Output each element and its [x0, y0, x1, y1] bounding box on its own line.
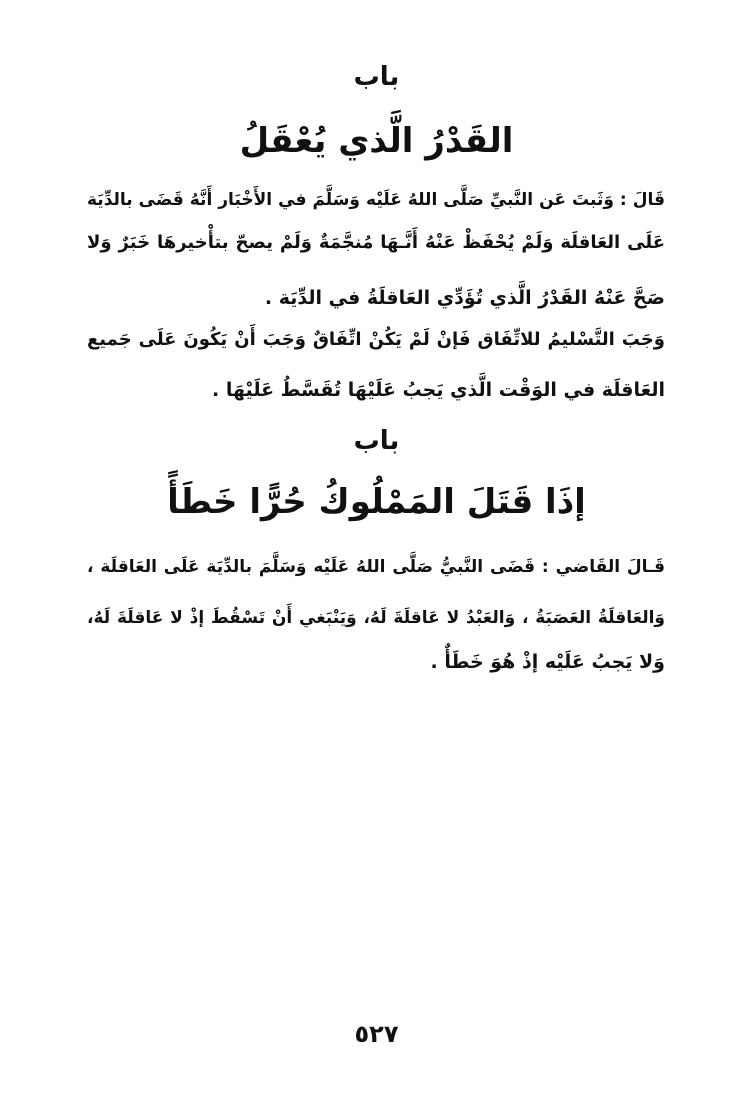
section-1-label: باب [353, 62, 400, 92]
section-2-title: إذَا قَتَلَ المَمْلُوكُ حُرًّا خَطَأً [167, 482, 586, 522]
section-2-line-2: وَالعَاقلَةُ العَصَبَةُ ، وَالعَبْدُ لا عَاقلَةَ لَهُ، وَيَنْبَغي أَنْ تَسْقُطَ إذْ لا عَاقلَةَ لَهُ، [87, 608, 665, 628]
section-1-line-5: العَاقلَة في الوَقْت الَّذي يَجبُ عَلَيْهَا تُقَسَّطُ عَلَيْهَا . [212, 379, 665, 401]
section-1-title: القَدْرُ الَّذي يُعْقَلُ [239, 121, 514, 161]
section-1-line-4: وَجَبَ التَّسْليمُ للاتِّفَاق فَإنْ لَمْ يَكُنْ اتِّفَاقٌ وَجَبَ أَنْ يَكُونَ عَلَى جَميع [87, 329, 665, 350]
page-number: ٥٢٧ [354, 1020, 399, 1048]
section-1-line-3: صَحَّ عَنْهُ القَدْرُ الَّذي تُؤَدِّي العَاقلَةُ في الدِّيَة . [264, 287, 665, 309]
section-2-line-1: قَـالَ القَاضي : قَضَى النَّبيُّ صَلَّى اللهُ عَلَيْه وَسَلَّمَ بالدِّيَة عَلَى العَاقلَة ، [87, 557, 665, 577]
section-2-line-3: وَلا يَجبُ عَلَيْه إذْ هُوَ خَطَأٌ . [430, 651, 665, 673]
section-1-line-2: عَلَى العَاقلَة وَلَمْ يُحْفَظْ عَنْهُ أَنَّـهَا مُنجَّمَةٌ وَلَمْ يصحّ بتأْخيرهَا خَبَرٌ وَلا [87, 232, 665, 253]
section-1-line-1: قَالَ : وَثَبتَ عَن النَّبيِّ صَلَّى اللهُ عَلَيْه وَسَلَّمَ في الأَخْبَار أَنَّهُ قَضَى بالدِّيَة [87, 190, 665, 210]
section-2-label: باب [353, 426, 400, 456]
